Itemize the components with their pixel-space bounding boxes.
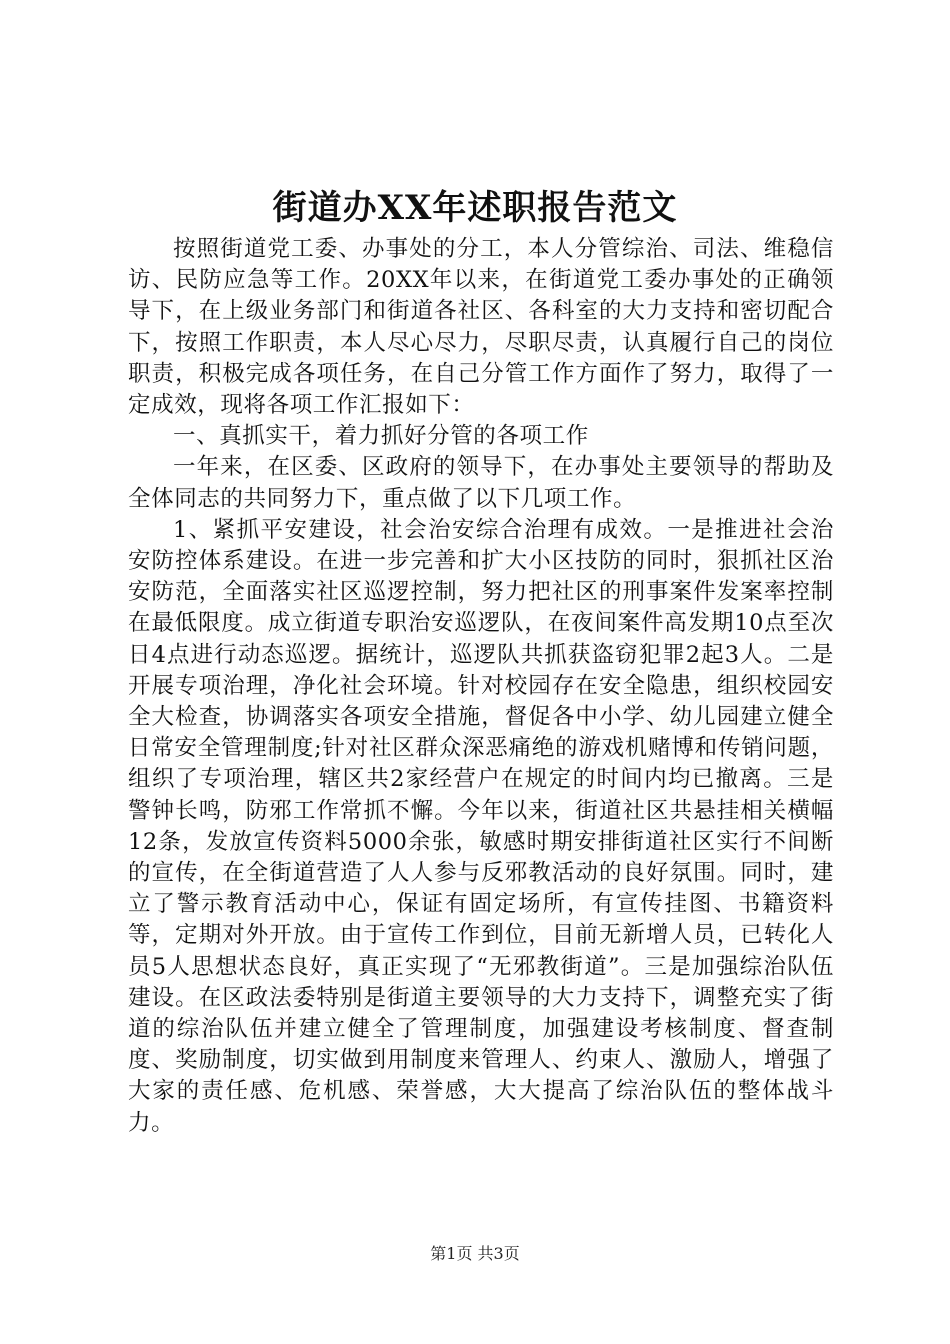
body-paragraph: 1、紧抓平安建设，社会治安综合治理有成效。一是推进社会治安防控体系建设。在进一步完善和扩大小区技防的同时，狠抓社区治安防范，全面落实社区巡逻控制，努力把社区的刑事案件发案率控制在最低限度。成立街道专职治安巡逻队，在夜间案件高发期10点至次日4点进行动态巡逻。据统计，巡逻队共抓获盗窃犯罪2起3人。二是开展专项治理，净化社会环境。针对校园存在安全隐患，组织校园安全大检查，协调落实各项安全措施，督促各中小学、幼儿园建立健全日常安全管理制度;针对社区群众深恶痛绝的游戏机赌博和传销问题，组织了专项治理，辖区共2家经营户在规定的时间内均已撤离。三是警钟长鸣，防邪工作常抓不懈。今年以来，街道社区共悬挂相关横幅12条，发放宣传资料5000余张，敏感时期安排街道社区实行不间断的宣传，在全街道营造了人人参与反邪教活动的良好氛围。同时，建立了警示教育活动中心，保证有固定场所，有宣传挂图、书籍资料等，定期对外开放。由于宣传工作到位，目前无新增人员，已转化人员5人思想状态良好，真正实现了“无邪教街道”。三是加强综治队伍建设。在区政法委特别是街道主要领导的大力支持下，调整充实了街道的综治队伍并建立健全了管理制度，加强建设考核制度、督查制度、奖励制度，切实做到用制度来管理人、约束人、激励人，增强了大家的责任感、危机感、荣誉感，大大提高了综治队伍的整体战斗力。 [128,516,834,1136]
section-heading: 一、真抓实干，着力抓好分管的各项工作 [173,423,589,450]
intro-paragraph: 按照街道党工委、办事处的分工，本人分管综治、司法、维稳信访、民防应急等工作。20XX年以来，在街道党工委办事处的正确领导下，在上级业务部门和街道各社区、各科室的大力支持和密切配合下，按照工作职责，本人尽心尽力，尽职尽责，认真履行自己的岗位职责，积极完成各项任务，在自己分管工作方面作了努力，取得了一定成效，现将各项工作汇报如下： [128,236,834,419]
body-paragraph: 一年来，在区委、区政府的领导下，在办事处主要领导的帮助及全体同志的共同努力下，重点做了以下几项工作。 [128,454,834,512]
document-title: 街道办XX年述职报告范文 [272,188,678,228]
page-number-footer: 第1页 共3页 [430,1244,520,1263]
document-body [128,234,834,1139]
